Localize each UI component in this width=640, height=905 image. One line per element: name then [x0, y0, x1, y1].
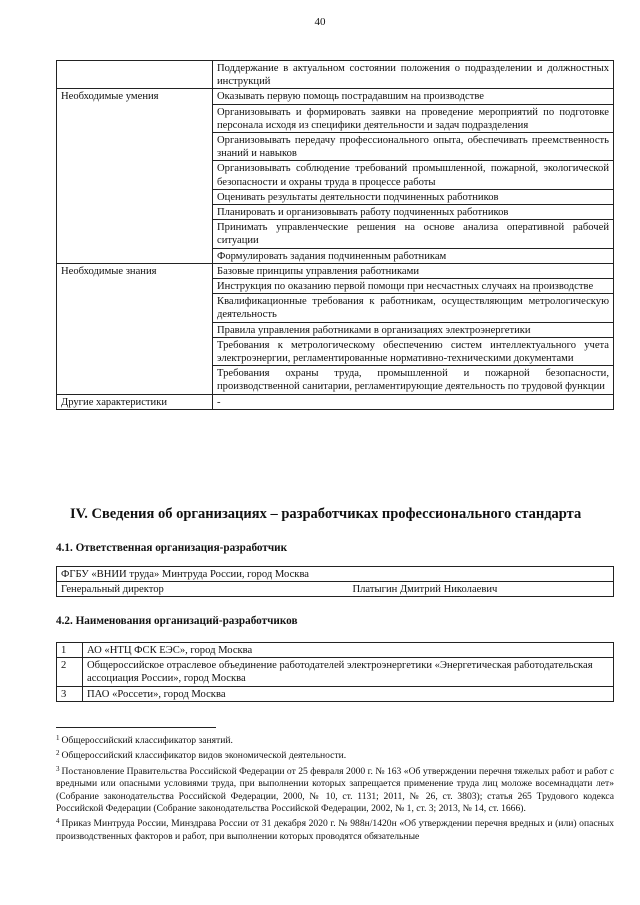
organization-name: ПАО «Россети», город Москва	[83, 686, 614, 701]
footnote-text: Постановление Правительства Российской Федерации от 25 февраля 2000 г. № 163 «Об утверждении перечня тяжелых работ и работ с вредными или опасными условиями труда, при выполнении которых запрещается применение труда лиц моложе восемнадцати лет» (Собрание законодательства Российской Федерации, 2000, № 10, ст. 1131; 2011, № 26, ст. 3803); статья 265 Трудового кодекса Российской Федерации (Собрание законодательства Российской Федерации, 2002, № 1, ст. 3; 2013, № 14, ст. 1666).	[56, 765, 614, 815]
row-item: -	[213, 394, 614, 409]
row-label: Необходимые умения	[57, 89, 213, 263]
table-row	[57, 658, 614, 686]
row-item: Организовывать передачу профессионального опыта, обеспечивать преемственность знаний и навыков	[213, 133, 614, 161]
table-row	[57, 394, 614, 409]
table-row	[57, 643, 614, 658]
footnote	[56, 747, 614, 762]
organization-name: АО «НТЦ ФСК ЕЭС», город Москва	[83, 643, 614, 658]
footnote-text: Общероссийский классификатор видов экономической деятельности.	[61, 750, 347, 762]
footnote-number: 4	[56, 817, 60, 826]
row-item: Планировать и организовывать работу подчиненных работников	[213, 205, 614, 220]
table-row	[57, 582, 614, 597]
organization-number: 3	[57, 686, 83, 701]
footnote-text: Общероссийский классификатор занятий.	[61, 735, 233, 746]
organization-name: Общероссийское отраслевое объединение работодателей электроэнергетики «Энергетическая работодательская ассоциация России», город Москва	[83, 658, 614, 686]
table-row	[57, 567, 614, 582]
row-item: Требования охраны труда, промышленной и пожарной безопасности, производственной санитарии, регламентирующие деятельность по трудовой функции	[213, 366, 614, 394]
footnote-text: Приказ Минтруда России, Минздрава России от 31 декабря 2020 г. № 988н/1420н «Об утверждении перечня вредных и (или) опасных производственных факторов и работ, при выполнении которых проводятся обязательные	[56, 818, 614, 842]
row-item: Правила управления работниками в организациях электроэнергетики	[213, 322, 614, 337]
footnotes	[56, 732, 614, 843]
table-row	[57, 263, 614, 278]
row-item: Базовые принципы управления работниками	[213, 263, 614, 278]
footnote	[56, 732, 614, 747]
developer-organizations-table	[56, 642, 614, 702]
row-item: Формулировать задания подчиненным работникам	[213, 248, 614, 263]
row-label: Необходимые знания	[57, 263, 213, 394]
table-row	[57, 89, 614, 104]
row-label: Другие характеристики	[57, 394, 213, 409]
row-label	[57, 61, 213, 89]
director-position: Генеральный директор	[57, 582, 211, 597]
row-item: Оценивать результаты деятельности подчиненных работников	[213, 189, 614, 204]
subsection-4-2-title: 4.2. Наименования организаций-разработчиков	[56, 615, 298, 627]
table-row	[57, 686, 614, 701]
responsible-organization-table	[56, 566, 614, 597]
footnote	[56, 763, 614, 816]
row-item: Поддержание в актуальном состоянии положения о подразделении и должностных инструкций	[213, 61, 614, 89]
footnote-divider	[56, 727, 216, 728]
director-name: Платыгин Дмитрий Николаевич	[211, 582, 614, 597]
footnote-number: 3	[56, 764, 60, 773]
footnote	[56, 815, 614, 843]
page-number: 40	[314, 16, 326, 28]
organization-name: ФГБУ «ВНИИ труда» Минтруда России, город Москва	[57, 567, 614, 582]
subsection-4-1-title: 4.1. Ответственная организация-разработчик	[56, 542, 288, 554]
row-item: Квалификационные требования к работникам, осуществляющим метрологическую деятельность	[213, 294, 614, 322]
skills-knowledge-table	[56, 60, 614, 410]
organization-number: 2	[57, 658, 83, 686]
footnote-number: 2	[56, 749, 60, 758]
row-item: Требования к метрологическому обеспечению систем интеллектуального учета электроэнергии, регламентированные нормативно-техническими документами	[213, 337, 614, 365]
row-item: Принимать управленческие решения на основе анализа оперативной рабочей ситуации	[213, 220, 614, 248]
row-item: Оказывать первую помощь пострадавшим на производстве	[213, 89, 614, 104]
row-item: Организовывать соблюдение требований промышленной, пожарной, экологической безопасности и охраны труда в процессе работы	[213, 161, 614, 189]
footnote-number: 1	[56, 734, 60, 742]
row-item: Организовывать и формировать заявки на проведение мероприятий по подготовке персонала исходя из специфики деятельности и задач подразделения	[213, 104, 614, 132]
table-row	[57, 61, 614, 89]
organization-number: 1	[57, 643, 83, 658]
row-item: Инструкция по оказанию первой помощи при несчастных случаях на производстве	[213, 279, 614, 294]
section-iv-title: IV. Сведения об организациях – разработчиках профессионального стандарта	[70, 506, 582, 522]
